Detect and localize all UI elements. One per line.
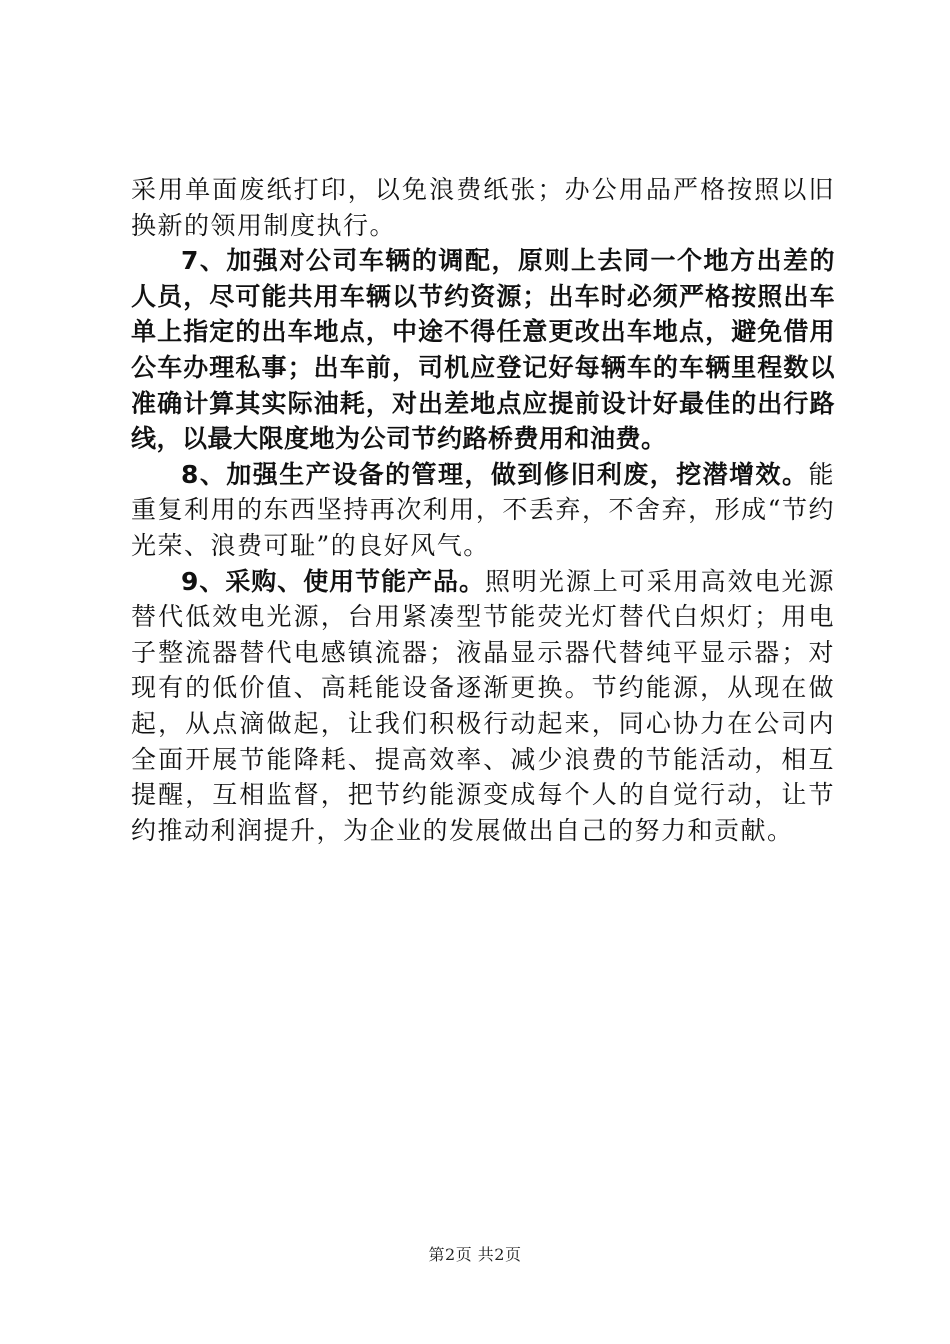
paragraph-heading: 9、采购、使用节能产品。 [181,566,485,596]
paragraph-text: 照明光源上可采用高效电光源替代低效电光源，台用紧凑型节能荧光灯替代白炽灯；用电子整流器替代电感镇流器；液晶显示器代替纯平显示器；对现有的低价值、高耗能设备逐渐更换。节约能源，从现在做起，从点滴做起，让我们积极行动起来，同心协力在公司内全面开展节能降耗、提高效率、减少浪费的节能活动，相互提醒，互相监督，把节约能源变成每个人的自觉行动，让节约推动利润提升，为企业的发展做出自己的努力和贡献。 [131,566,835,845]
paragraph-continuation [131,172,835,243]
page-number-footer: 第2页 共2页 [428,1245,522,1264]
paragraph-heading: 7、加强对公司车辆的调配，原则上去同一个地方出差的人员，尽可能共用车辆以节约资源；出车时必须严格按照出车单上指定的出车地点，中途不得任意更改出车地点，避免借用公车办理私事；出车前，司机应登记好每辆车的车辆里程数以准确计算其实际油耗，对出差地点应提前设计好最佳的出行路线，以最大限度地为公司节约路桥费用和油费。 [131,246,835,454]
document-body [131,172,835,848]
paragraph-item-7 [131,243,835,457]
paragraph-text: 采用单面废纸打印，以免浪费纸张；办公用品严格按照以旧换新的领用制度执行。 [131,175,835,240]
paragraph-text: 能重复利用的东西坚持再次利用，不丢弃，不舍弃，形成“节约光荣、浪费可耻”的良好风气。 [131,459,835,560]
paragraph-heading: 8、加强生产设备的管理，做到修旧利废，挖潜增效。 [181,459,809,489]
paragraph-item-9 [131,564,835,849]
paragraph-item-8 [131,457,835,564]
